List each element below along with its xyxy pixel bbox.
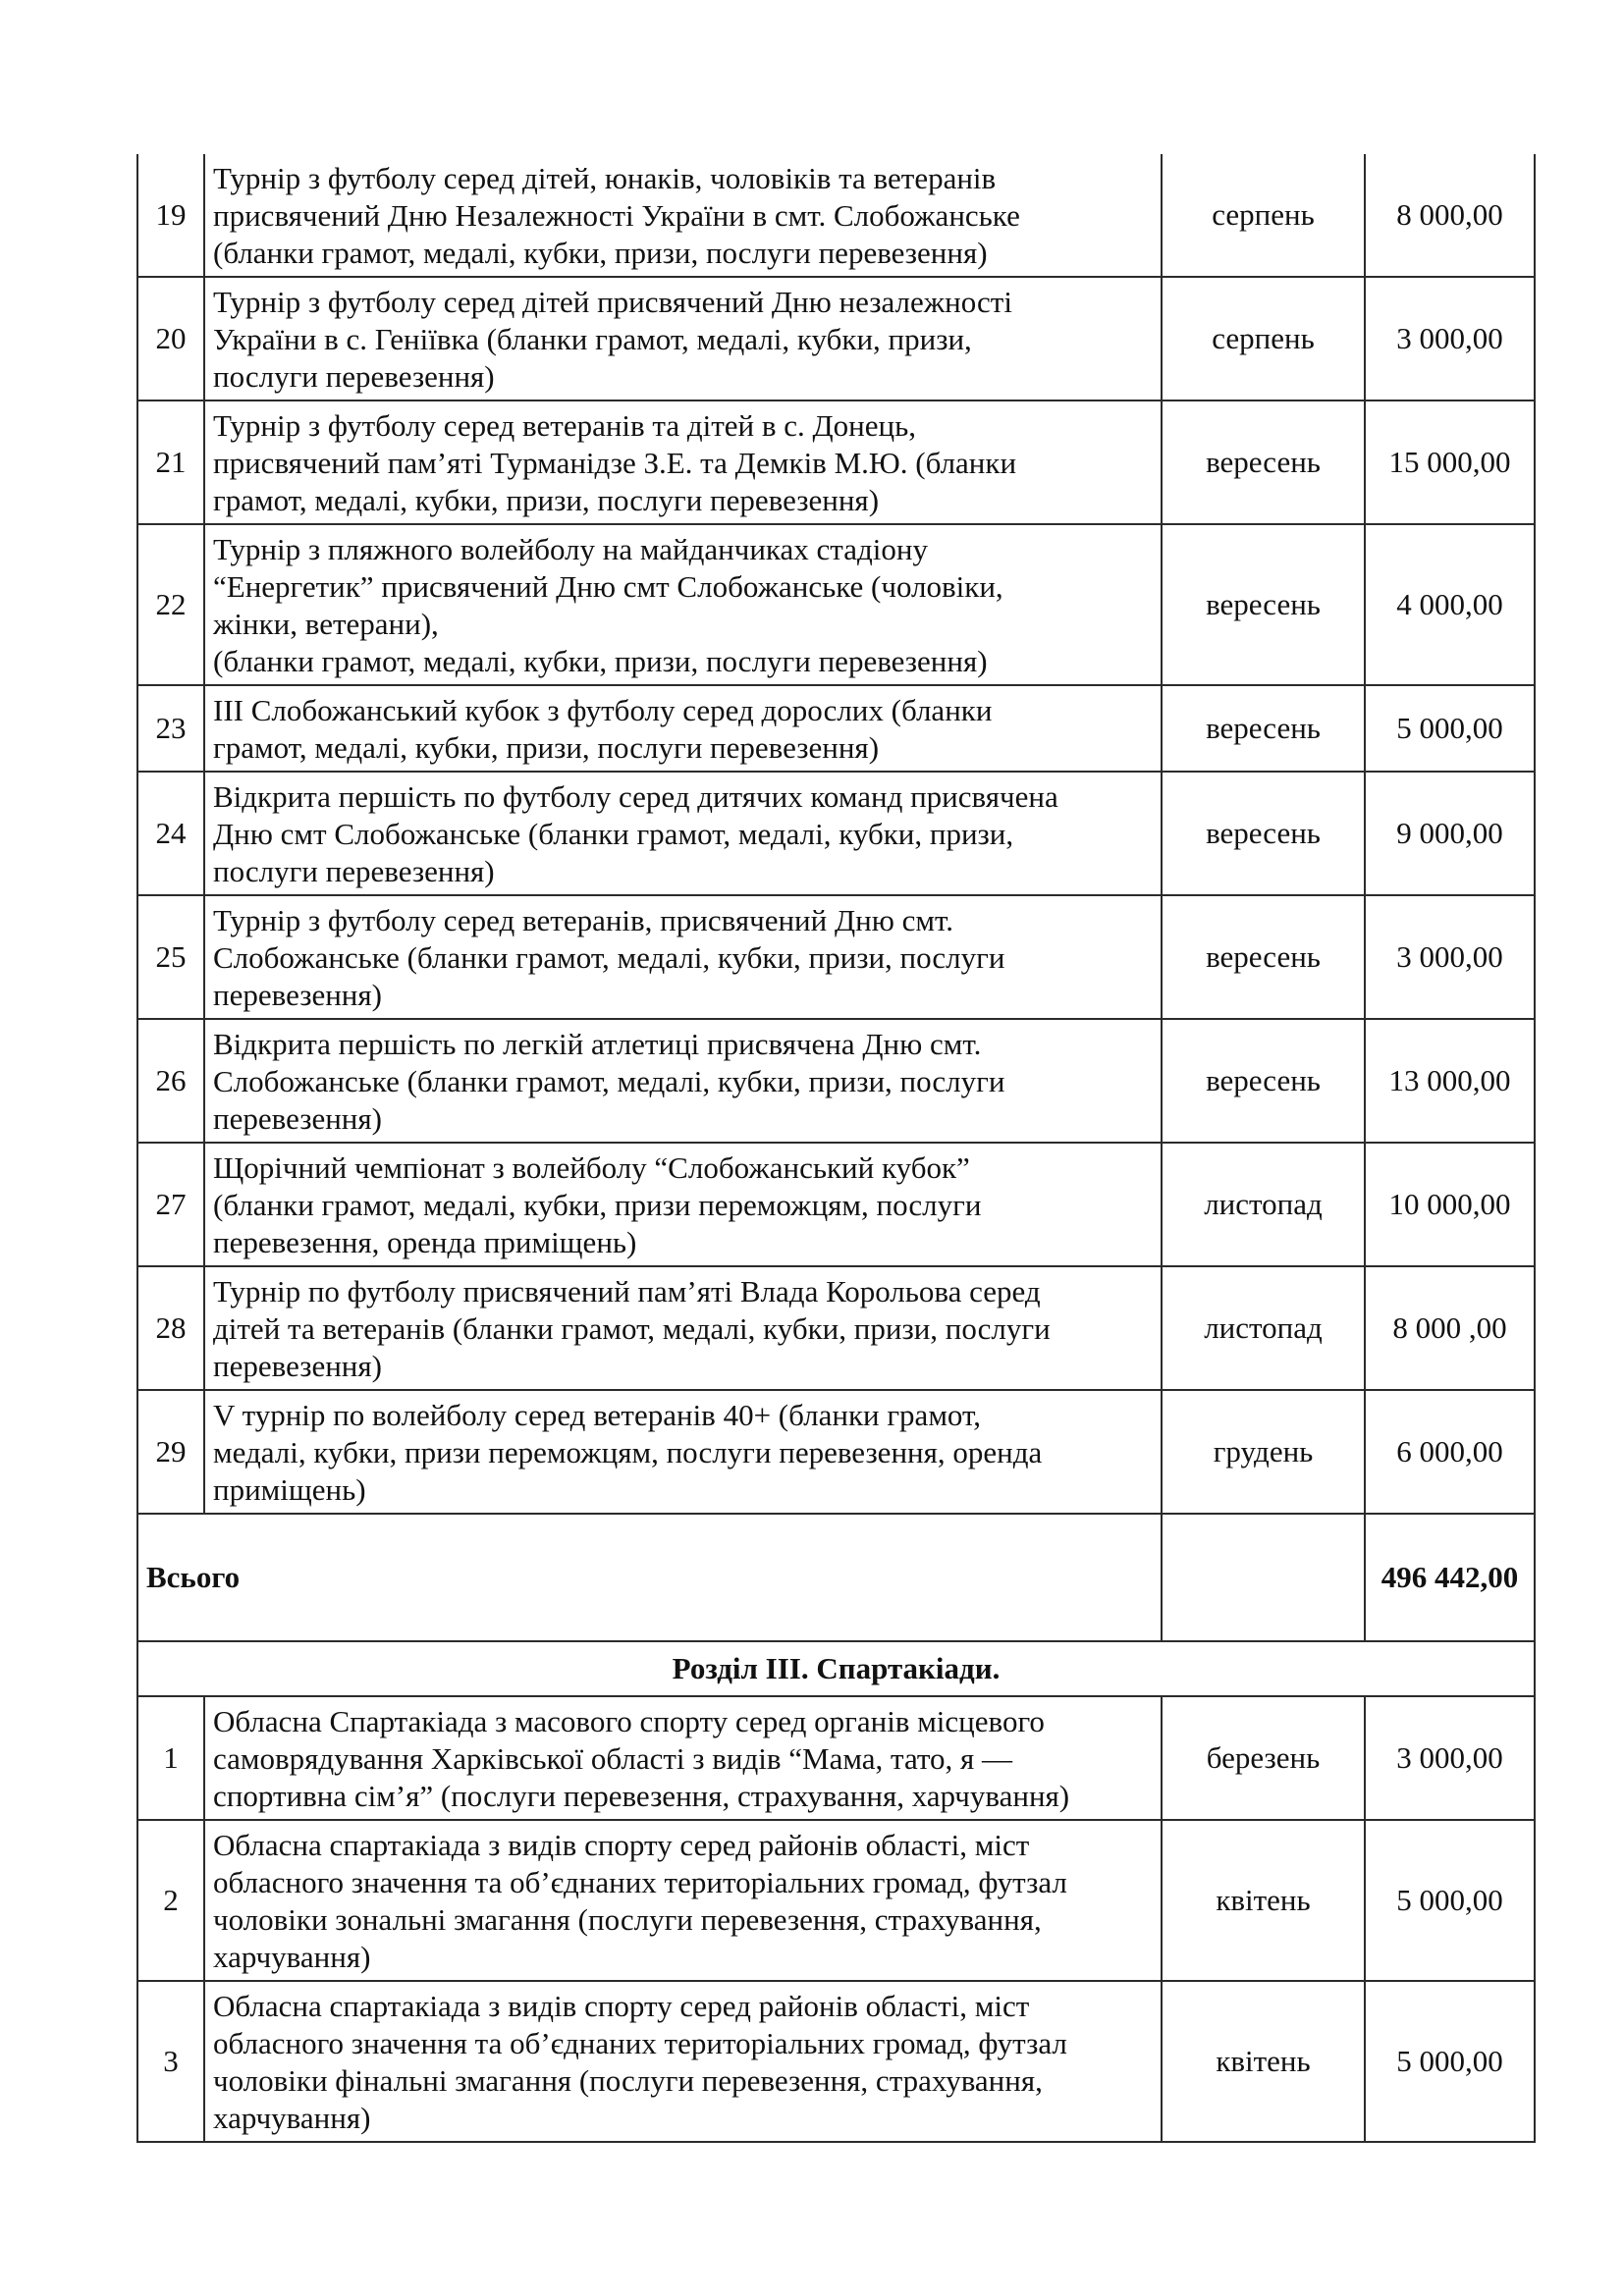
event-description-line: дітей та ветеранів (бланки грамот, медалі, кубки, призи, послуги bbox=[213, 1311, 1051, 1346]
event-description-line: послуги перевезення) bbox=[213, 359, 495, 394]
event-description-line: V турнір по волейболу серед ветеранів 40+ (бланки грамот, bbox=[213, 1398, 981, 1432]
event-description-line: грамот, медалі, кубки, призи, послуги перевезення) bbox=[213, 730, 880, 765]
event-amount: 6 000,00 bbox=[1365, 1390, 1535, 1514]
table-row bbox=[137, 154, 1535, 277]
row-number: 24 bbox=[137, 772, 204, 895]
event-amount: 3 000,00 bbox=[1365, 277, 1535, 400]
event-amount: 5 000,00 bbox=[1365, 685, 1535, 772]
event-description-line: перевезення) bbox=[213, 1349, 382, 1383]
events-table-body bbox=[137, 154, 1535, 1514]
event-description-line: перевезення) bbox=[213, 1101, 382, 1136]
table-row bbox=[137, 1981, 1535, 2142]
event-description-line: чоловіки фінальні змагання (послуги перевезення, страхування, bbox=[213, 2063, 1043, 2098]
table-row bbox=[137, 1820, 1535, 1981]
event-description-line: самоврядування Харківської області з видів “Мама, тато, я — bbox=[213, 1741, 1013, 1776]
event-month: серпень bbox=[1162, 154, 1365, 277]
row-number: 25 bbox=[137, 895, 204, 1019]
event-description-line: Щорічний чемпіонат з волейболу “Слобожанський кубок” bbox=[213, 1150, 970, 1185]
event-month: листопад bbox=[1162, 1143, 1365, 1266]
table-row bbox=[137, 1019, 1535, 1143]
event-description-line: Відкрита першість по легкій атлетиці присвячена Дню смт. bbox=[213, 1027, 982, 1061]
event-month: грудень bbox=[1162, 1390, 1365, 1514]
table-row bbox=[137, 1143, 1535, 1266]
event-description-line: Слобожанське (бланки грамот, медалі, кубки, призи, послуги bbox=[213, 1064, 1005, 1098]
row-number: 22 bbox=[137, 524, 204, 685]
event-description-line: чоловіки зональні змагання (послуги перевезення, страхування, bbox=[213, 1902, 1042, 1937]
table-row bbox=[137, 277, 1535, 400]
event-description bbox=[204, 1143, 1162, 1266]
row-number: 20 bbox=[137, 277, 204, 400]
event-description-line: Обласна спартакіада з видів спорту серед районів області, міст bbox=[213, 1989, 1030, 2023]
event-description bbox=[204, 1019, 1162, 1143]
section-heading-row bbox=[137, 1641, 1535, 1696]
event-description-line: Дню смт Слобожанське (бланки грамот, медалі, кубки, призи, bbox=[213, 817, 1014, 851]
event-description bbox=[204, 1266, 1162, 1390]
event-amount: 5 000,00 bbox=[1365, 1981, 1535, 2142]
event-description-line: перевезення, оренда приміщень) bbox=[213, 1225, 637, 1259]
event-description-line: (бланки грамот, медалі, кубки, призи, послуги перевезення) bbox=[213, 236, 988, 270]
event-description bbox=[204, 1390, 1162, 1514]
row-number: 26 bbox=[137, 1019, 204, 1143]
row-number: 23 bbox=[137, 685, 204, 772]
event-description bbox=[204, 1820, 1162, 1981]
event-description-line: медалі, кубки, призи переможцям, послуги перевезення, оренда bbox=[213, 1435, 1043, 1469]
event-description-line: присвячений Дню Незалежності України в смт. Слобожанське bbox=[213, 198, 1020, 233]
event-month: березень bbox=[1162, 1696, 1365, 1820]
event-month: квітень bbox=[1162, 1981, 1365, 2142]
event-amount: 8 000 ,00 bbox=[1365, 1266, 1535, 1390]
event-description bbox=[204, 277, 1162, 400]
total-row bbox=[137, 1514, 1535, 1641]
event-description-line: жінки, ветерани), bbox=[213, 607, 439, 641]
event-description bbox=[204, 524, 1162, 685]
total-amount: 496 442,00 bbox=[1365, 1514, 1535, 1641]
event-amount: 3 000,00 bbox=[1365, 1696, 1535, 1820]
event-amount: 3 000,00 bbox=[1365, 895, 1535, 1019]
event-amount: 10 000,00 bbox=[1365, 1143, 1535, 1266]
event-description bbox=[204, 1981, 1162, 2142]
table-row bbox=[137, 895, 1535, 1019]
event-description-line: обласного значення та об’єднаних територіальних громад, футзал bbox=[213, 1865, 1067, 1899]
event-description bbox=[204, 895, 1162, 1019]
event-month: вересень bbox=[1162, 895, 1365, 1019]
event-amount: 8 000,00 bbox=[1365, 154, 1535, 277]
table-row bbox=[137, 1266, 1535, 1390]
total-empty-cell bbox=[1162, 1514, 1365, 1641]
event-description bbox=[204, 154, 1162, 277]
table-row bbox=[137, 400, 1535, 524]
event-month: вересень bbox=[1162, 772, 1365, 895]
event-description bbox=[204, 685, 1162, 772]
event-description-line: Турнір з футболу серед дітей присвячений Дню незалежності bbox=[213, 285, 1012, 319]
event-description bbox=[204, 400, 1162, 524]
event-description-line: послуги перевезення) bbox=[213, 854, 495, 888]
section-title: Розділ ІІІ. Спартакіади. bbox=[137, 1641, 1535, 1696]
event-description-line: Турнір з футболу серед ветеранів, присвячений Дню смт. bbox=[213, 903, 953, 937]
event-description-line: Турнір по футболу присвячений пам’яті Влада Корольова серед bbox=[213, 1274, 1041, 1308]
event-description bbox=[204, 772, 1162, 895]
event-description-line: “Енергетик” присвячений Дню смт Слобожанське (чоловіки, bbox=[213, 569, 1003, 604]
event-description-line: Слобожанське (бланки грамот, медалі, кубки, призи, послуги bbox=[213, 940, 1005, 975]
table-row bbox=[137, 1696, 1535, 1820]
event-description-line: приміщень) bbox=[213, 1472, 366, 1507]
event-description-line: харчування) bbox=[213, 1940, 371, 1974]
table-row bbox=[137, 685, 1535, 772]
events-table-section-body bbox=[137, 1514, 1535, 2142]
event-description-line: перевезення) bbox=[213, 978, 382, 1012]
event-description-line: грамот, медалі, кубки, призи, послуги перевезення) bbox=[213, 483, 880, 517]
row-number: 3 bbox=[137, 1981, 204, 2142]
event-amount: 4 000,00 bbox=[1365, 524, 1535, 685]
row-number: 1 bbox=[137, 1696, 204, 1820]
row-number: 19 bbox=[137, 154, 204, 277]
event-amount: 15 000,00 bbox=[1365, 400, 1535, 524]
event-month: вересень bbox=[1162, 685, 1365, 772]
event-month: вересень bbox=[1162, 524, 1365, 685]
event-month: листопад bbox=[1162, 1266, 1365, 1390]
row-number: 27 bbox=[137, 1143, 204, 1266]
row-number: 2 bbox=[137, 1820, 204, 1981]
event-description-line: Турнір з пляжного волейболу на майданчиках стадіону bbox=[213, 532, 928, 566]
event-amount: 5 000,00 bbox=[1365, 1820, 1535, 1981]
table-row bbox=[137, 772, 1535, 895]
event-month: вересень bbox=[1162, 400, 1365, 524]
event-description-line: присвячений пам’яті Турманідзе З.Е. та Демків М.Ю. (бланки bbox=[213, 446, 1017, 480]
row-number: 21 bbox=[137, 400, 204, 524]
event-month: серпень bbox=[1162, 277, 1365, 400]
row-number: 28 bbox=[137, 1266, 204, 1390]
row-number: 29 bbox=[137, 1390, 204, 1514]
event-description-line: обласного значення та об’єднаних територіальних громад, футзал bbox=[213, 2026, 1067, 2060]
event-description-line: (бланки грамот, медалі, кубки, призи, послуги перевезення) bbox=[213, 644, 988, 678]
total-label: Всього bbox=[137, 1514, 1162, 1641]
event-month: вересень bbox=[1162, 1019, 1365, 1143]
event-description-line: спортивна сім’я” (послуги перевезення, страхування, харчування) bbox=[213, 1779, 1070, 1813]
event-description bbox=[204, 1696, 1162, 1820]
event-amount: 9 000,00 bbox=[1365, 772, 1535, 895]
event-description-line: Відкрита першість по футболу серед дитячих команд присвячена bbox=[213, 779, 1058, 814]
event-amount: 13 000,00 bbox=[1365, 1019, 1535, 1143]
events-table bbox=[136, 154, 1536, 2143]
event-description-line: Турнір з футболу серед ветеранів та дітей в с. Донець, bbox=[213, 408, 917, 443]
event-description-line: Обласна спартакіада з видів спорту серед районів області, міст bbox=[213, 1828, 1030, 1862]
event-month: квітень bbox=[1162, 1820, 1365, 1981]
event-description-line: Турнір з футболу серед дітей, юнаків, чоловіків та ветеранів bbox=[213, 161, 997, 195]
event-description-line: (бланки грамот, медалі, кубки, призи переможцям, послуги bbox=[213, 1188, 982, 1222]
event-description-line: України в с. Геніївка (бланки грамот, медалі, кубки, призи, bbox=[213, 322, 972, 356]
event-description-line: Обласна Спартакіада з масового спорту серед органів місцевого bbox=[213, 1704, 1045, 1738]
table-row bbox=[137, 524, 1535, 685]
event-description-line: ІІІ Слобожанський кубок з футболу серед дорослих (бланки bbox=[213, 693, 993, 727]
event-description-line: харчування) bbox=[213, 2101, 371, 2135]
table-row bbox=[137, 1390, 1535, 1514]
